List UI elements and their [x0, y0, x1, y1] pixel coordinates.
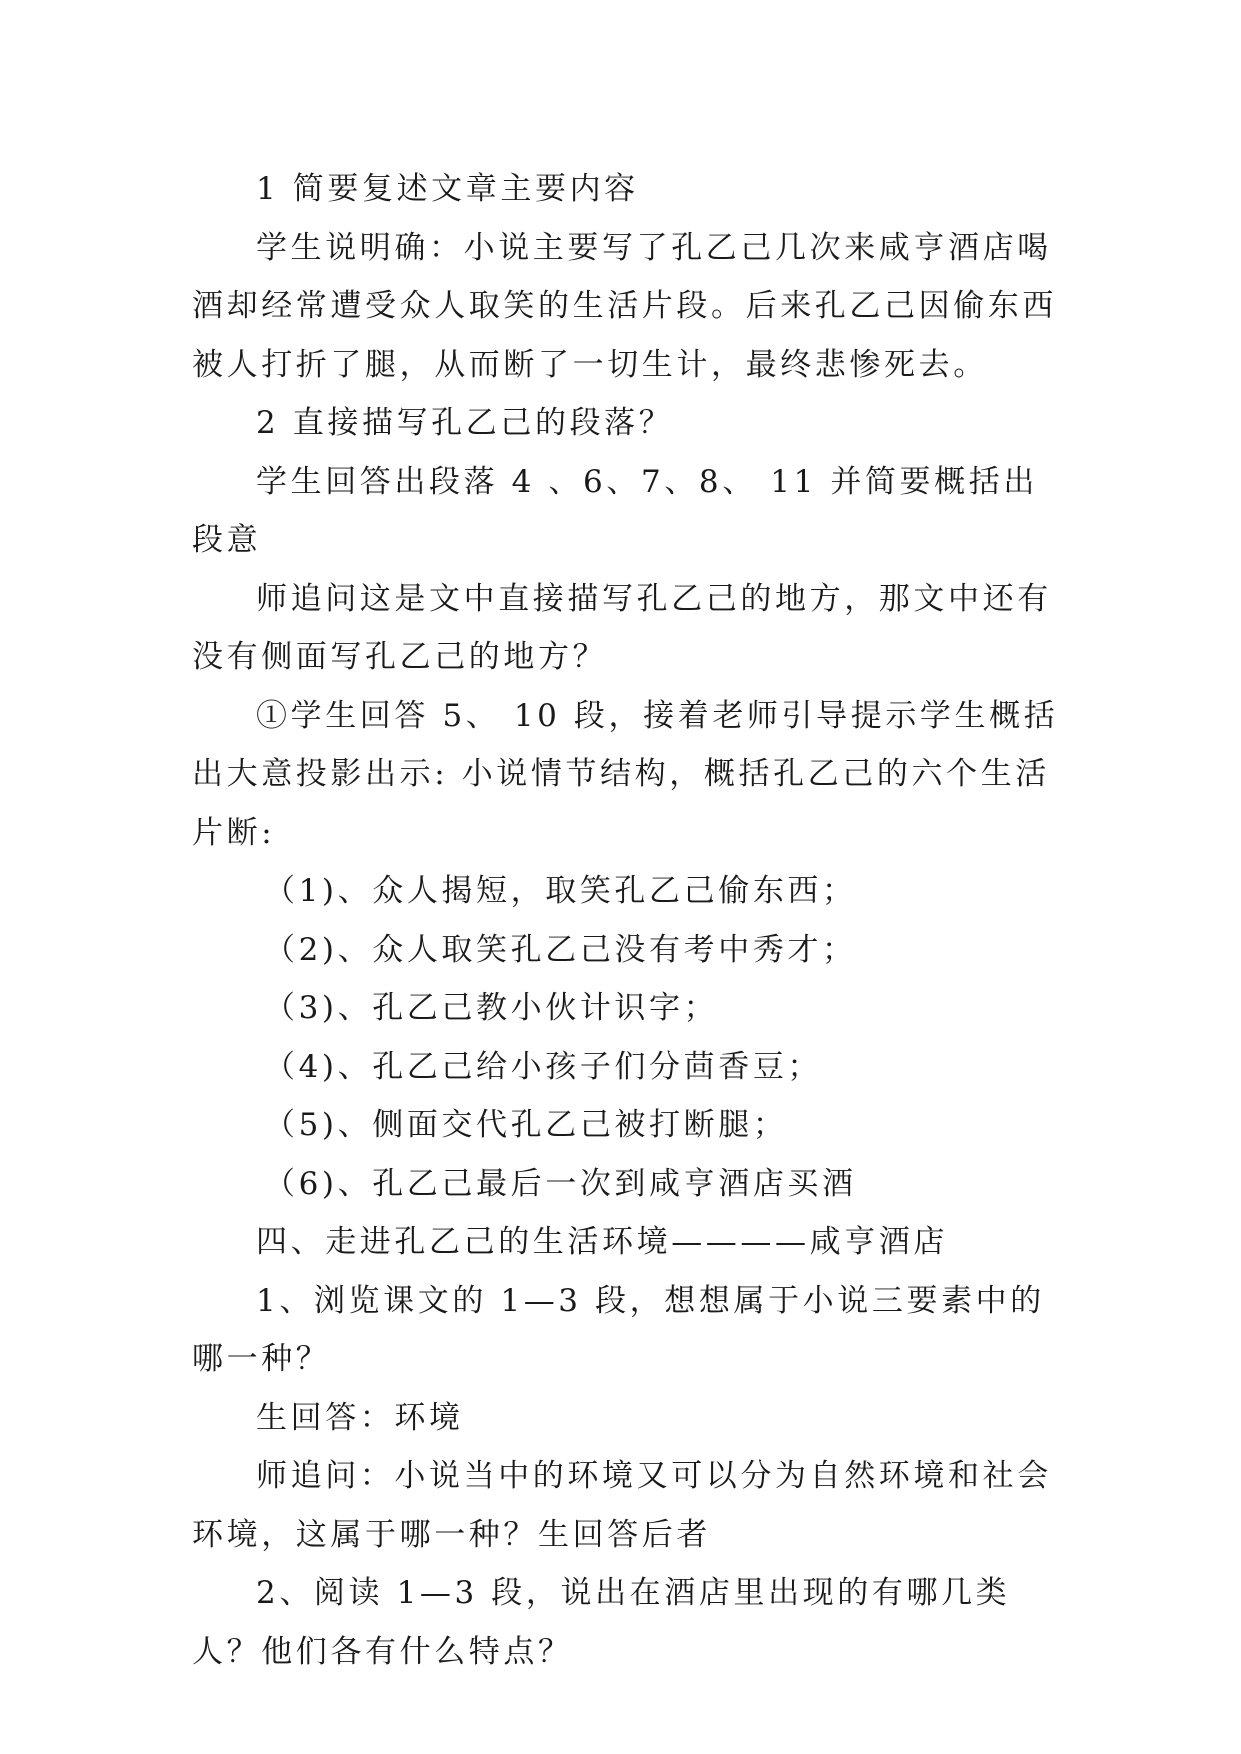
list-item-1: （1)、众人揭短，取笑孔乙己偷东西； — [264, 873, 857, 909]
list-item-6: （6)、孔乙己最后一次到咸亨酒店买酒 — [264, 1165, 857, 1202]
paragraph-teacher-followup: 师追问：小说当中的环境又可以分为自然环境和社会环境，这属于哪一种？生回答后者 — [192, 1458, 1052, 1553]
paragraph-question-2: 2、阅读 1—3 段，说出在酒店里出现的有哪几类人？他们各有什么特点？ — [192, 1575, 1011, 1670]
paragraph-question-1: 1、浏览课文的 1—3 段，想想属于小说三要素中的哪一种？ — [192, 1282, 1045, 1377]
list-item-4: （4)、孔乙己给小孩子们分茴香豆； — [264, 1048, 823, 1085]
document-page — [192, 160, 1062, 1681]
heading-summary: 1 简要复述文章主要内容 — [256, 171, 639, 207]
paragraph-student-answer: 学生回答出段落 4 、6、7、8、 11 并简要概括出段意 — [192, 463, 1038, 558]
section-heading-environment: 四、走进孔乙己的生活环境————咸亨酒店 — [256, 1224, 948, 1260]
paragraph-plot-structure: ①学生回答 5、 10 段，接着老师引导提示学生概括出大意投影出示: 小说情节结构，概括孔乙己的六个生活片断: — [192, 697, 1059, 851]
list-item-3: （3)、孔乙己教小伙计识字； — [264, 990, 719, 1026]
paragraph-student-reply: 生回答：环境 — [256, 1399, 464, 1436]
list-item-2: （2)、众人取笑孔乙己没有考中秀才； — [264, 931, 857, 968]
paragraph-summary-answer: 学生说明确：小说主要写了孔乙己几次来咸亨酒店喝酒却经常遭受众人取笑的生活片段。后来孔乙己因偷东西被人打折了腿，从而断了一切生计，最终悲惨死去。 — [192, 229, 1057, 383]
paragraph-teacher-question: 师追问这是文中直接描写孔乙己的地方，那文中还有没有侧面写孔乙己的地方？ — [192, 580, 1052, 675]
heading-direct-description: 2 直接描写孔乙己的段落？ — [256, 405, 674, 441]
list-item-5: （5)、侧面交代孔乙己被打断腿； — [264, 1107, 788, 1143]
